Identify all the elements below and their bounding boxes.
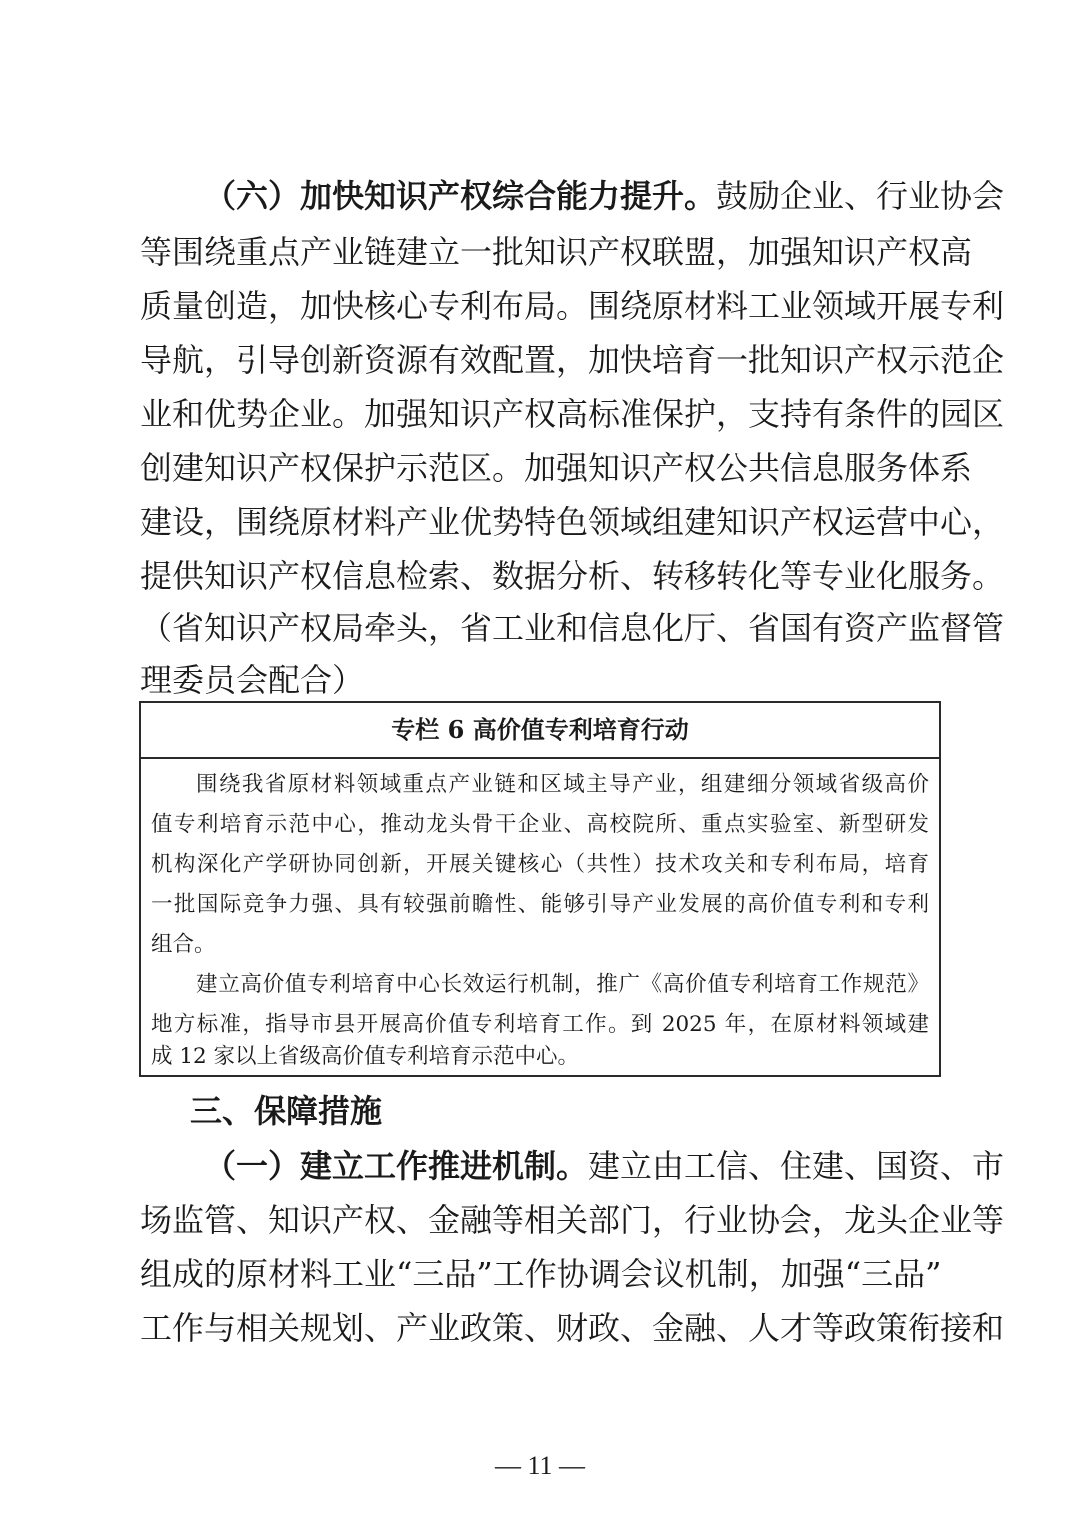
paragraph-line: 创建知识产权保护示范区。加强知识产权公共信息服务体系 xyxy=(140,449,973,487)
paragraph-line: 理委员会配合） xyxy=(140,661,365,699)
paragraph-line: 场监管、知识产权、金融等相关部门，行业协会，龙头企业等 xyxy=(140,1201,1005,1239)
page-number: — 11 — xyxy=(494,1451,586,1480)
paragraph-line: 建设，围绕原材料产业优势特色领域组建知识产权运营中心， xyxy=(140,503,1005,541)
paragraph-lead: （一）建立工作推进机制。 xyxy=(204,1147,589,1185)
paragraph-line: 导航，引导创新资源有效配置，加快培育一批知识产权示范企 xyxy=(140,341,1005,379)
section-heading: 三、保障措施 xyxy=(190,1092,383,1130)
paragraph-line: 工作与相关规划、产业政策、财政、金融、人才等政策衔接和 xyxy=(140,1309,1005,1347)
paragraph-line: 质量创造，加快核心专利布局。围绕原材料工业领域开展专利 xyxy=(140,287,1005,325)
paragraph-line: 等围绕重点产业链建立一批知识产权联盟，加强知识产权高 xyxy=(140,233,973,271)
paragraph-line: 提供知识产权信息检索、数据分析、转移转化等专业化服务。 xyxy=(140,557,1005,595)
paragraph-line: 业和优势企业。加强知识产权高标准保护，支持有条件的园区 xyxy=(140,395,1005,433)
paragraph-line: （省知识产权局牵头，省工业和信息化厅、省国有资产监督管 xyxy=(140,609,1005,647)
column-box-title: 专栏 6 高价值专利培育行动 xyxy=(141,703,939,759)
paragraph-line: 组成的原材料工业“三品”工作协调会议机制，加强“三品” xyxy=(140,1255,942,1293)
column-box-line: 组合。 xyxy=(151,932,216,957)
column-box-line: 成 12 家以上省级高价值专利培育示范中心。 xyxy=(151,1044,580,1069)
paragraph-line: （一）建立工作推进机制。建立由工信、住建、国资、市 xyxy=(204,1147,1005,1185)
column-box-line: 围绕我省原材料领域重点产业链和区域主导产业，组建细分领域省级高价 xyxy=(196,772,929,797)
column-box-line: 地方标准，指导市县开展高价值专利培育工作。到 2025 年，在原材料领域建 xyxy=(151,1012,929,1037)
paragraph-line: （六）加快知识产权综合能力提升。鼓励企业、行业协会 xyxy=(204,177,1005,215)
paragraph-lead: （六）加快知识产权综合能力提升。 xyxy=(204,177,717,215)
column-box-line: 值专利培育示范中心，推动龙头骨干企业、高校院所、重点实验室、新型研发 xyxy=(151,812,929,837)
column-box-line: 建立高价值专利培育中心长效运行机制，推广《高价值专利培育工作规范》 xyxy=(196,972,929,997)
column-box-line: 一批国际竞争力强、具有较强前瞻性、能够引导产业发展的高价值专利和专利 xyxy=(151,892,929,917)
column-box xyxy=(139,701,941,1077)
column-box-line: 机构深化产学研协同创新，开展关键核心（共性）技术攻关和专利布局，培育 xyxy=(151,852,929,877)
